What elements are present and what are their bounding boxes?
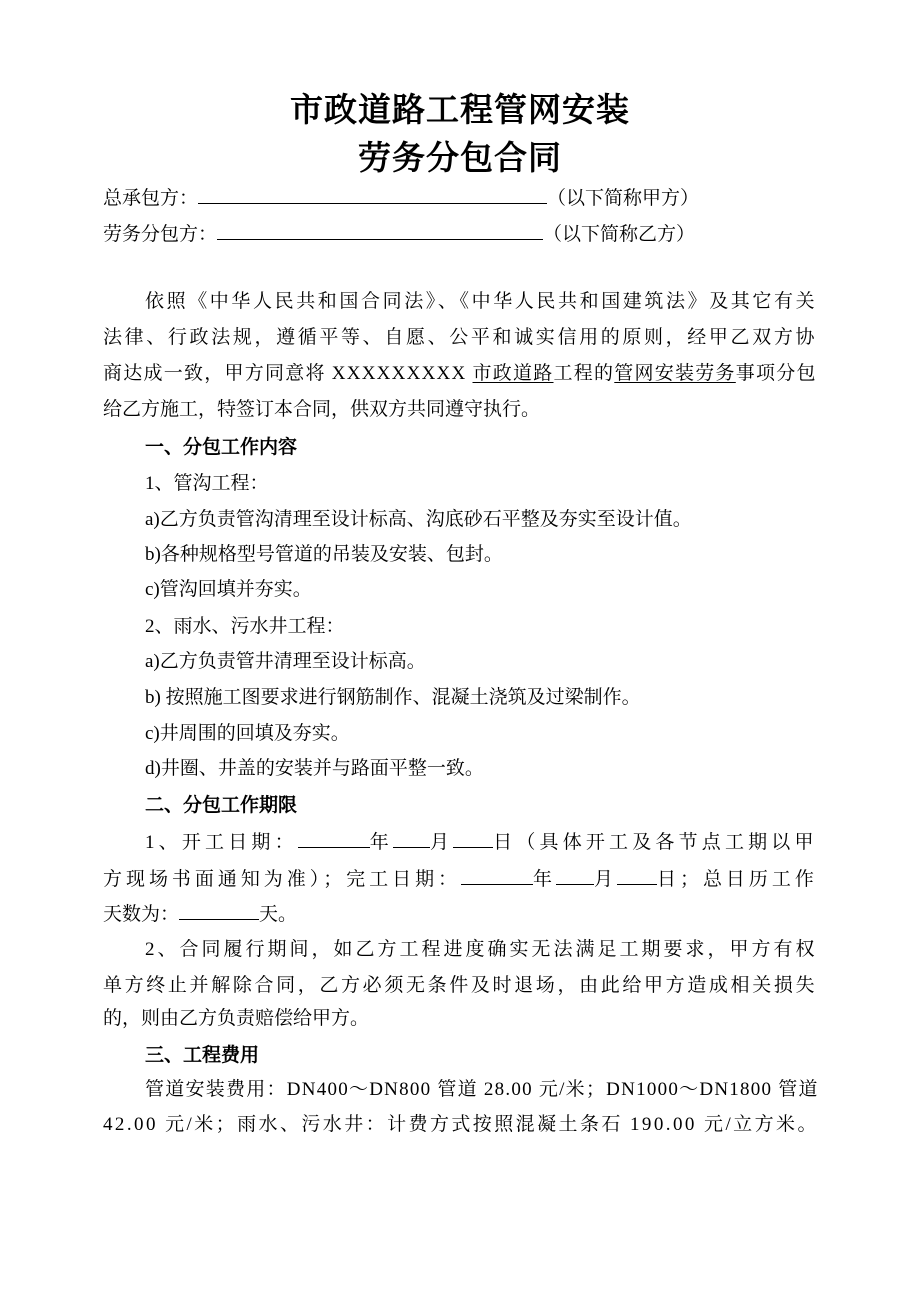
section1-item: c)井周围的回填及夯实。: [145, 723, 350, 744]
section3-heading: 三、工程费用: [145, 1044, 260, 1066]
start-date-line: [103, 829, 819, 853]
section2-heading: 二、分包工作期限: [145, 794, 298, 816]
end-month-blank[interactable]: [556, 866, 594, 885]
subcontractor-line: [103, 221, 819, 245]
days-unit: 天。: [259, 904, 298, 925]
days-line: [103, 901, 819, 925]
day-label: 日: [493, 832, 517, 853]
month-label: 月: [594, 869, 617, 890]
subcontractor-blank[interactable]: [217, 221, 543, 240]
year-label: 年: [369, 832, 393, 853]
start-day-blank[interactable]: [453, 829, 493, 848]
section1-item: a)乙方负责管沟清理至设计标高、沟底砂石平整及夯实至设计值。: [145, 509, 692, 530]
project-name: 市政道路: [472, 363, 554, 384]
subcontractor-suffix: （以下简称乙方）: [543, 224, 696, 245]
section1-heading: 一、分包工作内容: [145, 436, 298, 458]
section1-item: b)各种规格型号管道的吊装及安装、包封。: [145, 544, 503, 565]
fee-line: 42.00 元/米；雨水、污水井：计费方式按照混凝土条石 190.00 元/立方米。: [103, 1114, 819, 1135]
section1-item: 2、雨水、污水井工程：: [145, 616, 345, 637]
end-day-blank[interactable]: [617, 866, 657, 885]
subcontractor-label: 劳务分包方：: [103, 224, 218, 245]
title-line-1: 市政道路工程管网安装: [290, 90, 630, 129]
end-date-line: [103, 866, 819, 890]
termination-line: 2、合同履行期间，如乙方工程进度确实无法满足工期要求，甲方有权: [145, 939, 818, 960]
intro-line: 给乙方施工，特签订本合同，供双方共同遵守执行。: [103, 399, 541, 420]
intro-line: 法律、行政法规，遵循平等、自愿、公平和诚实信用的原则，经甲乙双方协: [103, 327, 818, 348]
fee-line: 管道安装费用：DN400～DN800 管道 28.00 元/米；DN1000～DN1800 管道: [145, 1079, 819, 1100]
termination-line: 的，则由乙方负责赔偿给甲方。: [103, 1008, 370, 1029]
contractor-line: [103, 185, 819, 209]
title-line-2: 劳务分包合同: [358, 138, 562, 177]
start-note: （具体开工及各节点工期以甲: [516, 832, 818, 853]
contractor-blank[interactable]: [198, 185, 547, 204]
text: 工程的: [553, 363, 615, 384]
start-year-blank[interactable]: [298, 829, 370, 848]
month-label: 月: [429, 832, 454, 853]
days-label: 天数为：: [103, 904, 180, 925]
days-blank[interactable]: [179, 901, 259, 920]
intro-line: [103, 362, 819, 386]
contractor-suffix: （以下简称甲方）: [547, 188, 700, 209]
section1-item: a)乙方负责管井清理至设计标高。: [145, 651, 426, 672]
contractor-label: 总承包方：: [103, 188, 199, 209]
end-year-blank[interactable]: [461, 866, 533, 885]
text: 事项分包: [735, 363, 817, 384]
section1-item: b) 按照施工图要求进行钢筋制作、混凝土浇筑及过梁制作。: [145, 687, 641, 708]
termination-line: 单方终止并解除合同，乙方必须无条件及时退场，由此给甲方造成相关损失: [103, 975, 818, 996]
text: 商达成一致，甲方同意将 XXXXXXXXX: [103, 363, 473, 384]
section1-item: 1、管沟工程：: [145, 473, 269, 494]
section1-item: d)井圈、井盖的安装并与路面平整一致。: [145, 758, 484, 779]
start-month-blank[interactable]: [393, 829, 430, 848]
end-note: 日；总日历工作: [657, 869, 818, 890]
year-label: 年: [533, 869, 557, 890]
end-label: 方现场书面通知为准）；完工日期：: [103, 869, 462, 890]
intro-line: 依照《中华人民共和国合同法》、《中华人民共和国建筑法》及其它有关: [145, 291, 818, 312]
scope-name: 管网安装劳务: [614, 363, 736, 384]
start-label: 1、开工日期：: [145, 832, 298, 853]
section1-item: c)管沟回填并夯实。: [145, 579, 312, 600]
